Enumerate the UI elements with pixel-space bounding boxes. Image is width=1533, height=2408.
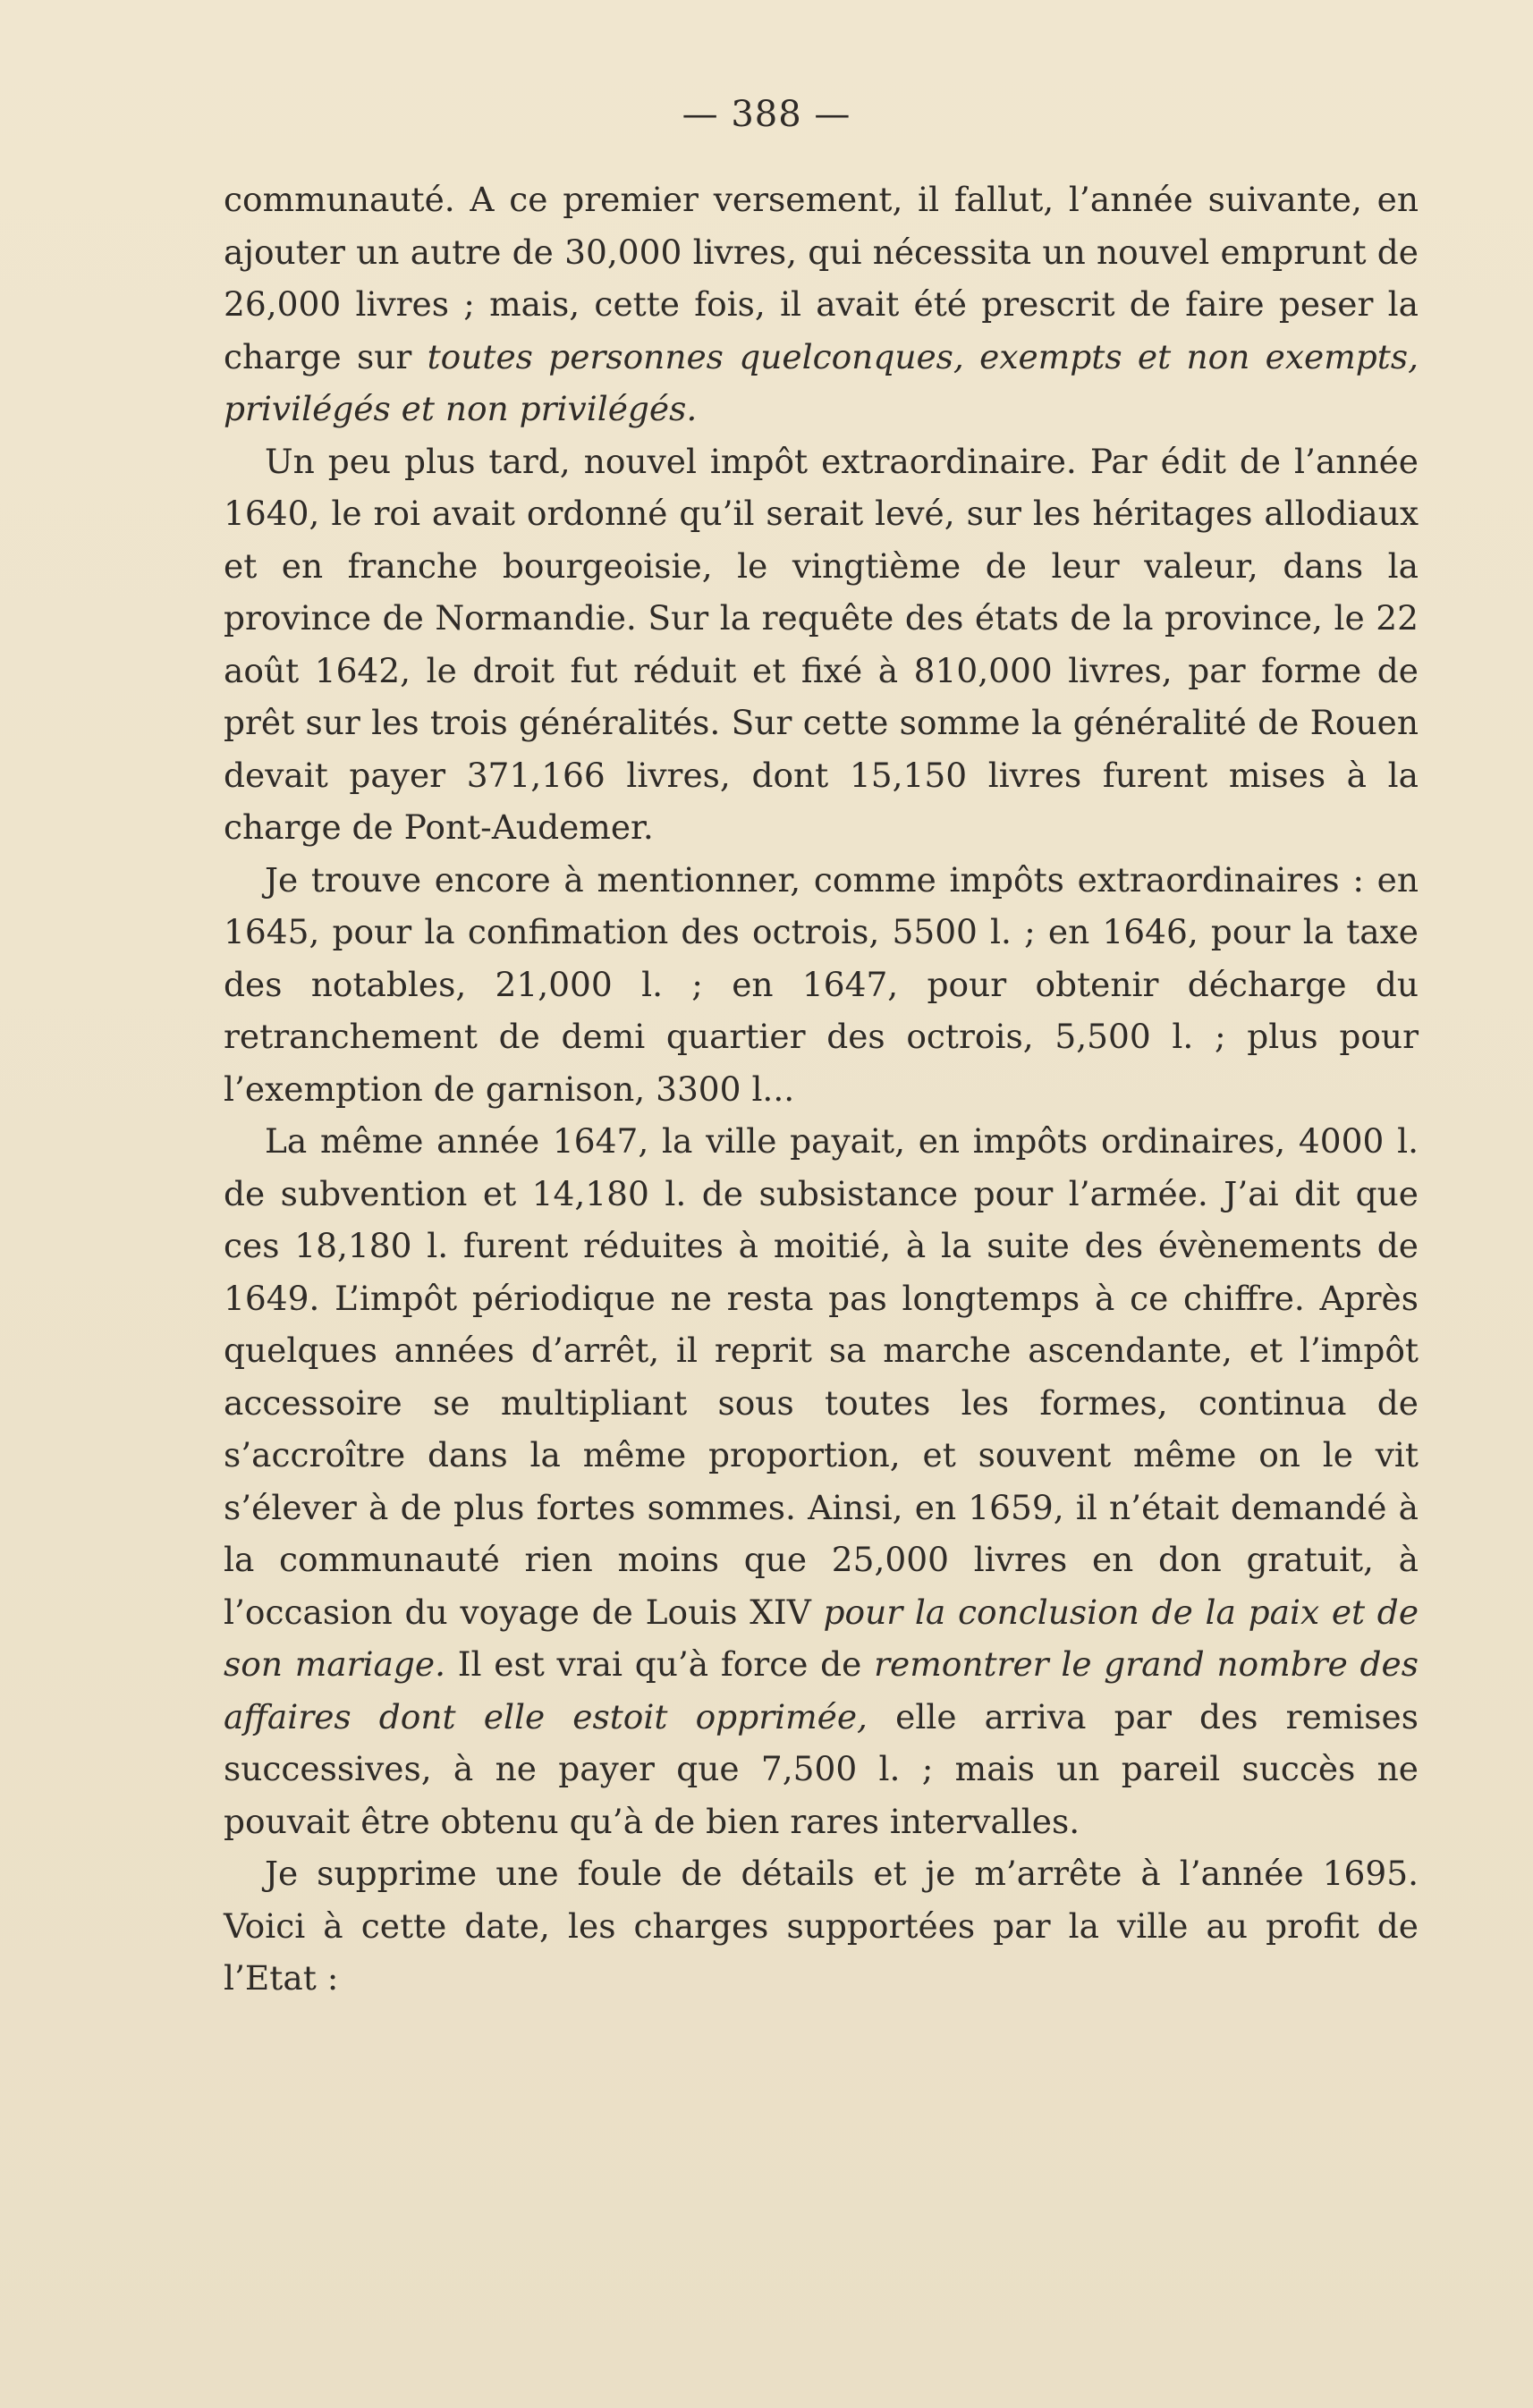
paragraph-5-text: Je supprime une foule de détails et je m’arrête à l’année 1695. Voici à cette date, les charges supportées par la ville au profit de l’Etat : [224, 1854, 1419, 1998]
paragraph-3-text: Je trouve encore à mentionner, comme impôts extraordinaires : en 1645, pour la confimation des octrois, 5500 l. ; en 1646, pour la taxe des notables, 21,000 l. ; en 1647, pour obtenir décharge du retranchement de demi quartier des octrois, 5,500 l. ; plus pour l’exemption de garnison, 3300 l... [224, 859, 1419, 1109]
body-text [224, 173, 1419, 2005]
paragraph-4-italic-quote-2: remontrer le grand nombre des affaires dont elle estoit opprimée, [224, 1644, 1419, 1736]
page-number: — 388 — [682, 94, 851, 135]
paragraph-1 [224, 173, 1419, 435]
paragraph-2 [224, 435, 1419, 854]
paragraph-1-text: communauté. A ce premier versement, il fallut, l’année suivante, en ajouter un autre de 30,000 livres, qui nécessita un nouvel emprunt de 26,000 livres ; mais, cette fois, il avait été prescrit de faire peser la charge sur [224, 180, 1419, 376]
paragraph-4-italic-quote-1: pour la conclusion de la paix et de son mariage. [224, 1592, 1419, 1684]
paragraph-2-text: Un peu plus tard, nouvel impôt extraordinaire. Par édit de l’année 1640, le roi avait ordonné qu’il serait levé, sur les héritages allodiaux et en franche bourgeoisie, le vingtième de leur valeur, dans la province de Normandie. Sur la requête des états de la province, le 22 août 1642, le droit fut réduit et fixé à 810,000 livres, par forme de prêt sur les trois généralités. Sur cette somme la généralité de Rouen devait payer 371,166 livres, dont 15,150 livres furent mises à la charge de Pont-Audemer. [224, 441, 1419, 847]
paragraph-3 [224, 854, 1419, 1116]
paragraph-4-text-2: Il est vrai qu’à force de [445, 1644, 875, 1684]
paragraph-4 [224, 1115, 1419, 1847]
paragraph-4-text-3: elle arriva par des remises successives, à ne payer que 7,500 l. ; mais un pareil succès ne pouvait être obtenu qu’à de bien rares intervalles. [224, 1696, 1419, 1841]
paragraph-1-italic-quote: toutes personnes quelconques, exempts et non exempts, privilégés et non privilégés. [224, 336, 1419, 428]
paragraph-5 [224, 1847, 1419, 2005]
paragraph-4-text-1: La même année 1647, la ville payait, en impôts ordinaires, 4000 l. de subvention et 14,180 l. de subsistance pour l’armée. J’ai dit que ces 18,180 l. furent réduites à moitié, à la suite des évènements de 1649. L’impôt périodique ne resta pas longtemps à ce chiffre. Après quelques années d’arrêt, il reprit sa marche ascendante, et l’impôt accessoire se multipliant sous toutes les formes, continua de s’accroître dans la même proportion, et souvent même on le vit s’élever à de plus fortes sommes. Ainsi, en 1659, il n’était demandé à la communauté rien moins que 25,000 livres en don gratuit, à l’occasion du voyage de Louis XIV [224, 1121, 1419, 1632]
